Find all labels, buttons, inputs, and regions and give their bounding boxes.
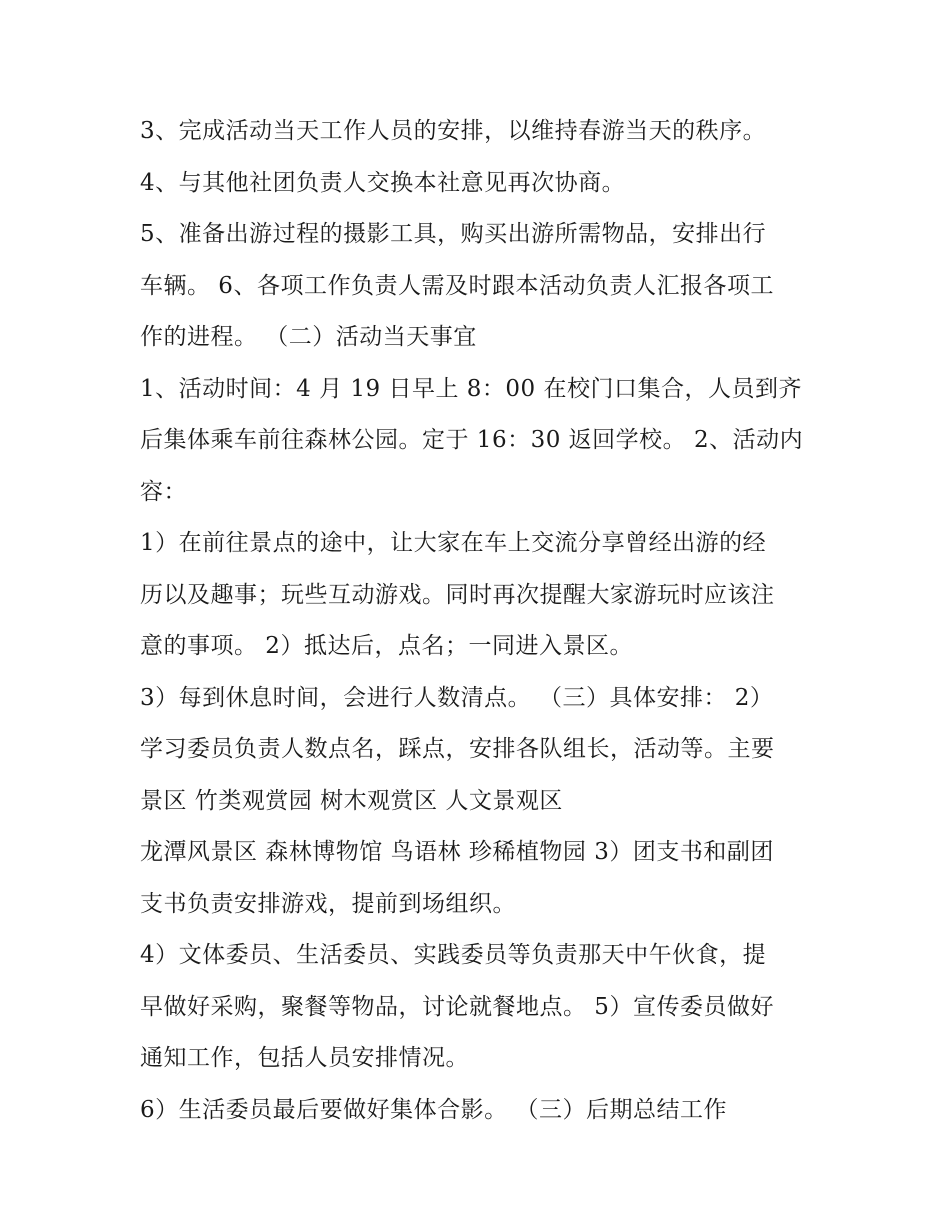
text-line: 作的进程。 （二）活动当天事宜 — [140, 324, 477, 350]
text-line: 4）文体委员、生活委员、实践委员等负责那天中午伙食，提 — [140, 942, 767, 968]
text-line: 容： — [140, 478, 187, 505]
text-line: 学习委员负责人数点名，踩点，安排各队组长，活动等。主要 — [140, 736, 775, 762]
text-line: 6）生活委员最后要做好集体合影。 （三）后期总结工作 — [140, 1096, 727, 1123]
text-line: 后集体乘车前往森林公园。定于 16：30 返回学校。 2、活动内 — [140, 427, 804, 453]
text-line: 5、准备出游过程的摄影工具，购买出游所需物品，安排出行 — [140, 221, 767, 247]
text-line: 早做好采购，聚餐等物品，讨论就餐地点。 5）宣传委员做好 — [140, 993, 774, 1020]
document-body — [140, 106, 820, 1136]
text-line: 支书负责安排游戏，提前到场组织。 — [140, 890, 516, 917]
text-line: 通知工作，包括人员安排情况。 — [140, 1045, 469, 1071]
text-line: 车辆。 6、各项工作负责人需及时跟本活动负责人汇报各项工 — [140, 272, 774, 299]
text-line: 景区 竹类观赏园 树木观赏区 人文景观区 — [140, 787, 563, 814]
text-line: 3、完成活动当天工作人员的安排，以维持春游当天的秩序。 — [140, 118, 767, 144]
text-line: 3）每到休息时间，会进行人数清点。 （三）具体安排： 2） — [140, 684, 774, 711]
text-line: 龙潭风景区 森林博物馆 鸟语林 珍稀植物园 3）团支书和副团 — [140, 839, 774, 865]
text-line: 4、与其他社团负责人交换本社意见再次协商。 — [140, 169, 626, 196]
text-line: 1、活动时间：4 月 19 日早上 8：00 在校门口集合，人员到齐 — [140, 375, 802, 402]
text-line: 1）在前往景点的途中，让大家在车上交流分享曾经出游的经 — [140, 530, 767, 556]
text-line: 历以及趣事；玩些互动游戏。同时再次提醒大家游玩时应该注 — [140, 581, 775, 608]
text-line: 意的事项。 2）抵达后，点名；一同进入景区。 — [140, 633, 633, 659]
